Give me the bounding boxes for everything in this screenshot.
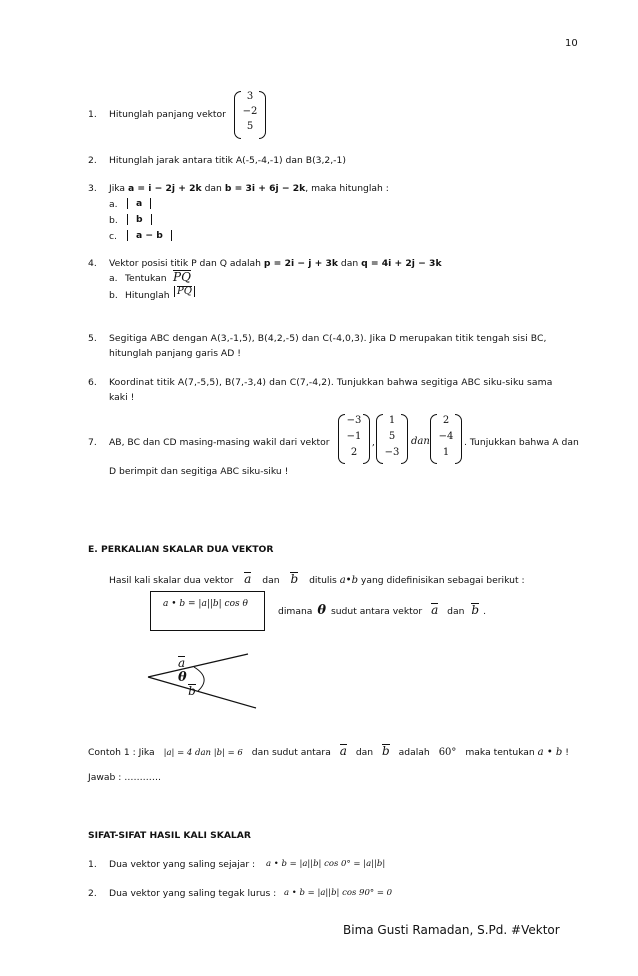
section-e-intro — [109, 572, 525, 586]
q7-line2: D berimpit dan segitiga ABC siku-siku ! — [109, 466, 289, 477]
section-e-title: E. PERKALIAN SKALAR DUA VEKTOR — [88, 544, 274, 555]
q3-item-c-label: c. — [109, 231, 117, 242]
q1-vec-2: −2 — [242, 106, 258, 117]
footer-author: Bima Gusti Ramadan, S.Pd. #Vektor — [343, 923, 560, 937]
formula-box — [150, 591, 265, 631]
q1-vector — [234, 91, 266, 139]
contoh-dan: dan — [355, 747, 374, 758]
q7-vector-2 — [376, 414, 408, 464]
q6-line2: kaki ! — [109, 392, 135, 403]
contoh-b: b — [382, 744, 390, 758]
explain-dan: dan — [447, 606, 465, 617]
diagram-label-a: a — [178, 656, 186, 670]
diagram-theta: θ — [178, 670, 187, 685]
q2-number: 2. — [88, 155, 97, 166]
q4-text — [109, 258, 442, 269]
q3-item-c-expr: a − b — [127, 230, 172, 241]
sifat-1-text: Dua vektor yang saling sejajar : — [109, 859, 256, 870]
q7-vector-3 — [430, 414, 462, 464]
angle-diagram — [140, 650, 260, 720]
q3-eq2: = 3i + 6j − 2k — [231, 183, 306, 194]
intro-dot-expr: a•b — [339, 575, 358, 586]
contoh-pre: Contoh 1 : Jika — [88, 747, 155, 758]
page-number: 10 — [565, 38, 578, 49]
q3-eq1: = i − 2j + 2k — [134, 183, 202, 194]
intro-post: yang didefinisikan sebagai berikut : — [360, 575, 525, 586]
q3-post: , maka hitunglah : — [305, 183, 389, 194]
q1-vec-3: 5 — [246, 121, 254, 132]
q3-item-a — [127, 198, 151, 209]
sudut-text: sudut antara vektor — [330, 606, 423, 617]
sifat-1-eq: a • b = |a||b| cos 0° = |a||b| — [266, 859, 386, 869]
intro-dan: dan — [262, 575, 280, 586]
q7-dan: dan — [411, 436, 430, 447]
q7-v1-1: −3 — [346, 415, 362, 426]
q4-b-text: Hitunglah — [125, 290, 170, 301]
q7-v1-3: 2 — [350, 447, 358, 458]
sifat-2-number: 2. — [88, 888, 97, 899]
q7-after: . Tunjukkan bahwa A dan — [464, 437, 579, 448]
q4-a-label: a. — [109, 273, 118, 284]
sifat-2-eq: a • b = |a||b| cos 90° = 0 — [284, 888, 393, 898]
q6-number: 6. — [88, 377, 97, 388]
contoh-ask: a • b — [537, 747, 563, 758]
contoh-maka: maka tentukan — [465, 747, 535, 758]
formula-text: a • b = |a||b| cos θ — [163, 599, 248, 609]
q1-vec-1: 3 — [246, 91, 254, 102]
pq-vector: PQ — [173, 270, 191, 284]
q4-mid: dan — [337, 258, 362, 269]
q3-pre: Jika — [109, 183, 128, 194]
theta-symbol: θ — [317, 603, 327, 618]
intro-pre: Hasil kali skalar dua vektor — [109, 575, 234, 586]
q3-item-a-expr: a — [127, 198, 151, 209]
q3-b: b — [224, 183, 232, 194]
q4-p: p = 2i − j + 3k — [263, 258, 338, 269]
q1-text: Hitunglah panjang vektor — [109, 109, 226, 120]
contoh-angle: 60° — [438, 747, 457, 758]
q3-item-c — [127, 230, 172, 241]
q7-v3-3: 1 — [442, 447, 450, 458]
q7-v2-3: −3 — [384, 447, 400, 458]
q5-line2: hitunglah panjang garis AD ! — [109, 348, 241, 359]
q3-number: 3. — [88, 183, 97, 194]
q3-item-b-label: b. — [109, 215, 118, 226]
contoh-mid: dan sudut antara — [251, 747, 331, 758]
q3-item-b — [127, 214, 152, 225]
explain-b: b — [471, 603, 480, 617]
q7-v2-1: 1 — [388, 415, 396, 426]
q7-number: 7. — [88, 437, 97, 448]
q4-a-pq — [173, 270, 191, 284]
contoh-magnitudes: |a| = 4 dan |b| = 6 — [163, 748, 243, 758]
diagram-label-b: b — [188, 684, 196, 698]
q6-line1: Koordinat titik A(7,-5,5), B(7,-3,4) dan C(7,-4,2). Tunjukkan bahwa segitiga ABC siku-siku sama — [109, 377, 553, 388]
q7-v3-2: −4 — [438, 431, 454, 442]
q4-a-text: Tentukan — [125, 273, 167, 284]
q5-line1: Segitiga ABC dengan A(3,-1,5), B(4,2,-5) dan C(-4,0,3). Jika D merupakan titik tengah sisi BC, — [109, 333, 547, 344]
q7-text: AB, BC dan CD masing-masing wakil dari vektor — [109, 437, 330, 448]
sifat-title: SIFAT-SIFAT HASIL KALI SKALAR — [88, 830, 251, 841]
q4-pre: Vektor posisi titik P dan Q adalah — [109, 258, 264, 269]
q3-a: a — [127, 183, 135, 194]
q7-v2-2: 5 — [388, 431, 396, 442]
q7-vector-1 — [338, 414, 370, 464]
diagram-vector-b-line — [148, 677, 256, 708]
contoh-a: a — [339, 744, 347, 758]
q3-mid: dan — [201, 183, 225, 194]
q7-v3-1: 2 — [442, 415, 450, 426]
sifat-1-number: 1. — [88, 859, 97, 870]
intro-a: a — [244, 572, 252, 586]
q4-b-label: b. — [109, 290, 118, 301]
contoh-line — [88, 744, 569, 758]
q3-text — [109, 183, 389, 194]
sifat-2-text: Dua vektor yang saling tegak lurus : — [109, 888, 277, 899]
q4-b-pq — [174, 286, 195, 297]
pq-vector-magnitude: PQ — [177, 286, 192, 297]
q4-q: q = 4i + 2j − 3k — [361, 258, 442, 269]
intro-b: b — [290, 572, 299, 586]
q3-item-b-expr: b — [127, 214, 152, 225]
diagram-vector-a-line — [148, 654, 248, 677]
contoh-bang: ! — [565, 747, 569, 758]
formula-explain — [278, 603, 486, 618]
q1-number: 1. — [88, 109, 97, 120]
jawab-line: Jawab : ………… — [88, 772, 162, 783]
q2-text: Hitunglah jarak antara titik A(-5,-4,-1) dan B(3,2,-1) — [109, 155, 346, 166]
explain-dot: . — [483, 606, 486, 617]
explain-a: a — [431, 603, 439, 617]
intro-ditulis: ditulis — [309, 575, 337, 586]
q7-v1-2: −1 — [346, 431, 362, 442]
q7-comma: , — [372, 437, 375, 448]
q5-number: 5. — [88, 333, 97, 344]
q4-number: 4. — [88, 258, 97, 269]
contoh-adalah: adalah — [398, 747, 430, 758]
dimana: dimana — [278, 606, 313, 617]
q3-item-a-label: a. — [109, 199, 118, 210]
